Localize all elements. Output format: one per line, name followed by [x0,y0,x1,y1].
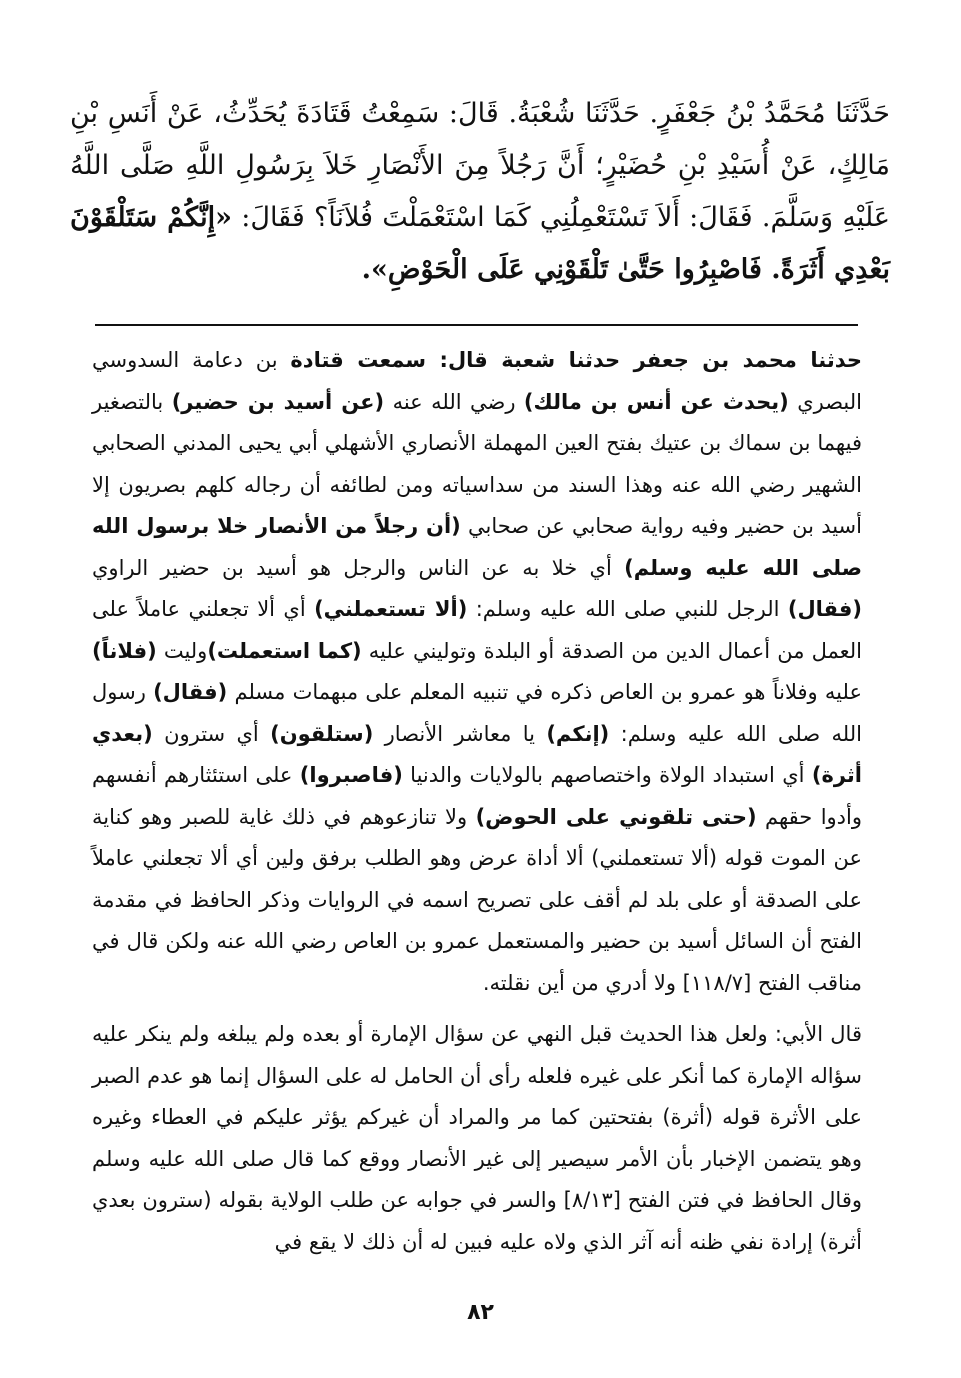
commentary-text-segment: أي ألا تجعلني عاملاً على العمل من أعمال الدين من الصدقة أو البلدة وتوليني عليه [92,597,862,663]
commentary-text-segment: رضي الله عنه [384,389,524,414]
commentary-text [92,340,862,1263]
commentary-bold-segment: (ألا تستعملني) [314,597,468,621]
commentary-paragraph-2: قال الأبي: ولعل هذا الحديث قبل النهي عن سؤال الإمارة أو بعده ولم يبلغه ولم ينكر عليه سؤاله الإمارة كما أنكر على غيره فلعله رأى أن الحامل له على السؤال إنما هو عدم الصبر على الأثرة قوله (أثرة) بفتحتين كما مر والمراد أن غيركم يؤثر عليكم في العطاء وغيره وهو يتضمن الإخبار بأن الأمر سيصير إلى غير الأنصار ووقع كما قال صلى الله عليه وسلم وقال الحافظ في فتن الفتح [٨/١٣] والسر في جوابه عن طلب الولاية بقوله (سترون بعدي أثرة) إرادة نفي ظنه أنه آثر الذي ولاه عليه فبين له أن ذلك لا يقع في [92,1022,862,1254]
commentary-bold-segment: حدثنا محمد بن جعفر حدثنا شعبة قال: سمعت قتادة [290,348,863,372]
commentary-text-segment: على استئثارهم أنفسهم وأدوا حقهم [92,763,862,829]
commentary-bold-segment: (فلاناً) [92,638,157,663]
commentary-bold-segment: (فقال) [787,597,863,621]
commentary-text-segment: رسول الله صلى الله عليه وسلم: [92,680,862,746]
hadith-narration: حَدَّثَنَا مُحَمَّدُ بْنُ جَعْفَرٍ. حَدَّثَنَا شُعْبَةُ. قَالَ: سَمِعْتُ قَتَادَةَ يُحَدِّثُ، عَنْ أَنَسِ بْنِ مَالِكٍ، عَنْ أُسَيْدِ بْنِ حُضَيْرٍ؛ أَنَّ رَجُلاً مِنَ الأَنْصَارِ خَلاَ بِرَسُولِ اللَّهِ صَلَّى اللَّهُ عَلَيْهِ وَسَلَّمَ. فَقَالَ: أَلاَ تَسْتَعْمِلُنِي كَمَا اسْتَعْمَلْتَ فُلاَنَاً؟ فَقَالَ: [70,98,890,233]
commentary-text-segment: يا معاشر الأنصار [373,721,547,746]
hadith-text [70,88,890,296]
commentary-bold-segment: (إنكم) [546,721,610,746]
commentary-bold-segment: (فقال) [153,680,228,704]
commentary-text-segment: أي استبداد الولاة واختصاصهم بالولايات والدنيا [402,763,812,787]
commentary-text-segment: وليت [156,638,208,663]
commentary-bold-segment: (عن أسيد بن حضير) [171,389,385,414]
hadith-prophetic-quote: «إِنَّكُمْ سَتَلْقَوْنَ بَعْدِي أَثَرَةً. فَاصْبِرُوا حَتَّىٰ تَلْقَوْنِي عَلَى الْحَوْضِ». [70,202,890,285]
commentary-paragraph-1 [92,340,862,1004]
commentary-text-segment: ولا تنازعوهم في ذلك غاية للصبر وهو كناية عن الموت قوله (ألا تستعملني) ألا أداة عرض وهو الطلب برفق ولين أي ألا تجعلني عاملاً على الصدقة أو على بلد لم أقف على تصريح اسمه في الروايات وذكر الحافظ في مقدمة الفتح أن السائل أسيد بن حضير والمستعمل عمرو بن العاص رضي الله عنه ولكن قال في مناقب الفتح [١١٨/٧] ولا أدري من أين نقلته. [92,804,862,995]
commentary-text-segment: عليه وفلاناً هو عمرو بن العاص ذكره في تنبيه المعلم على مبهمات مسلم [227,680,862,704]
commentary-text-segment: أي سترون [152,721,271,746]
commentary-bold-segment: (حتى تلقوني على الحوض) [475,804,757,829]
commentary-text-segment: الرجل للنبي صلى الله عليه وسلم: [467,597,788,621]
commentary-bold-segment: (بعدي أثرة) [92,721,862,787]
commentary-text-segment: بن دعامة السدوسي البصري [92,348,863,414]
footnote-separator-line [95,324,858,326]
commentary-bold-segment: (يحدث عن أنس بن مالك) [523,389,789,414]
commentary-bold-segment: (كما استعملت) [207,638,362,663]
commentary-bold-segment: (ستلقون) [270,721,374,746]
commentary-bold-segment: (أن رجلاً من الأنصار خلا برسول الله صلى الله عليه وسلم) [92,514,862,580]
commentary-text-segment: أي خلا به عن الناس والرجل هو أسيد بن حضير الراوي [92,555,625,580]
page-number: ٨٢ [467,1300,494,1325]
commentary-bold-segment: (فاصبروا) [299,763,403,787]
commentary-text-segment: بالتصغير فيهما بن سماك بن عتيك بفتح العين المهملة الأنصاري الأشهلي أبي يحيى المدني الصحابي الشهير رضي الله عنه وهذا السند من سداسياته ومن لطائفه أن رجاله كلهم بصريون إلا أسيد بن حضير وفيه رواية صحابي عن صحابي [92,389,862,538]
